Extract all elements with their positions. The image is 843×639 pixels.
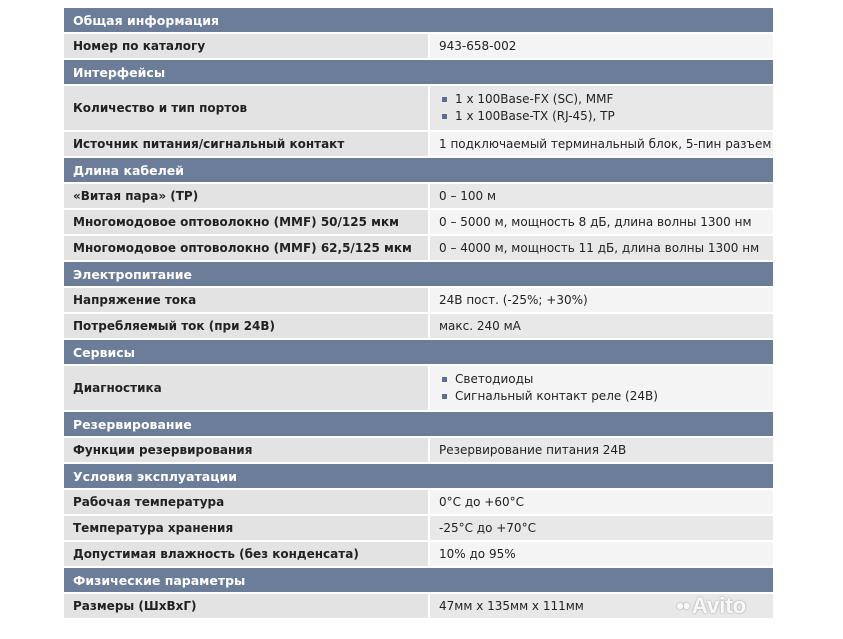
spec-value: 0 – 100 м bbox=[429, 183, 773, 209]
spec-key: Многомодовое оптоволокно (MMF) 62,5/125 мкм bbox=[64, 235, 429, 261]
spec-key: Потребляемый ток (при 24В) bbox=[64, 313, 429, 339]
spec-key: Допустимая влажность (без конденсата) bbox=[64, 541, 429, 567]
spec-value: 10% до 95% bbox=[429, 541, 773, 567]
spec-row bbox=[64, 515, 773, 541]
avito-logo-icon: ●● bbox=[676, 597, 689, 613]
spec-value: -25°C до +70°C bbox=[429, 515, 773, 541]
spec-key: Диагностика bbox=[64, 365, 429, 411]
spec-value: 47мм x 135мм x 111мм bbox=[429, 593, 773, 619]
spec-row bbox=[64, 437, 773, 463]
bullet-list bbox=[439, 91, 773, 125]
section-title: Электропитание bbox=[64, 261, 773, 287]
spec-key: Температура хранения bbox=[64, 515, 429, 541]
section-header bbox=[64, 8, 773, 33]
spec-key: «Витая пара» (TP) bbox=[64, 183, 429, 209]
section-header bbox=[64, 567, 773, 593]
spec-value: 24В пост. (-25%; +30%) bbox=[429, 287, 773, 313]
spec-value-list bbox=[429, 85, 773, 131]
spec-value: 1 подключаемый терминальный блок, 5-пин разъем bbox=[429, 131, 773, 157]
spec-key: Номер по каталогу bbox=[64, 33, 429, 59]
spec-row bbox=[64, 593, 773, 619]
spec-row bbox=[64, 209, 773, 235]
spec-row bbox=[64, 365, 773, 411]
spec-key: Функции резервирования bbox=[64, 437, 429, 463]
section-title: Общая информация bbox=[64, 8, 773, 33]
section-title: Интерфейсы bbox=[64, 59, 773, 85]
section-title: Резервирование bbox=[64, 411, 773, 437]
spec-row bbox=[64, 287, 773, 313]
bullet-item: 1 x 100Base-FX (SC), MMF bbox=[439, 91, 773, 108]
spec-row bbox=[64, 131, 773, 157]
section-title: Физические параметры bbox=[64, 567, 773, 593]
spec-table-body bbox=[64, 8, 773, 619]
section-header bbox=[64, 59, 773, 85]
bullet-item: 1 x 100Base-TX (RJ-45), TP bbox=[439, 108, 773, 125]
section-title: Условия эксплуатации bbox=[64, 463, 773, 489]
section-header bbox=[64, 463, 773, 489]
spec-key: Размеры (ШхВхГ) bbox=[64, 593, 429, 619]
section-header bbox=[64, 411, 773, 437]
spec-value: 0°C до +60°C bbox=[429, 489, 773, 515]
section-title: Длина кабелей bbox=[64, 157, 773, 183]
section-header bbox=[64, 261, 773, 287]
spec-value-list bbox=[429, 365, 773, 411]
spec-value: Резервирование питания 24В bbox=[429, 437, 773, 463]
spec-row bbox=[64, 541, 773, 567]
spec-row bbox=[64, 235, 773, 261]
spec-value: 0 – 4000 м, мощность 11 дБ, длина волны 1300 нм bbox=[429, 235, 773, 261]
spec-row bbox=[64, 489, 773, 515]
spec-table bbox=[64, 8, 773, 620]
avito-watermark: ●● Avito bbox=[676, 593, 747, 618]
spec-value: макс. 240 мА bbox=[429, 313, 773, 339]
spec-row bbox=[64, 183, 773, 209]
section-header bbox=[64, 157, 773, 183]
bullet-item: Сигнальный контакт реле (24В) bbox=[439, 388, 773, 405]
spec-key: Источник питания/сигнальный контакт bbox=[64, 131, 429, 157]
spec-row bbox=[64, 33, 773, 59]
spec-value: 0 – 5000 м, мощность 8 дБ, длина волны 1300 нм bbox=[429, 209, 773, 235]
spec-row bbox=[64, 85, 773, 131]
spec-value: 943-658-002 bbox=[429, 33, 773, 59]
spec-key: Многомодовое оптоволокно (MMF) 50/125 мкм bbox=[64, 209, 429, 235]
section-title: Сервисы bbox=[64, 339, 773, 365]
section-header bbox=[64, 339, 773, 365]
spec-row bbox=[64, 313, 773, 339]
bullet-list bbox=[439, 371, 773, 405]
spec-key: Рабочая температура bbox=[64, 489, 429, 515]
spec-key: Количество и тип портов bbox=[64, 85, 429, 131]
bullet-item: Светодиоды bbox=[439, 371, 773, 388]
spec-key: Напряжение тока bbox=[64, 287, 429, 313]
